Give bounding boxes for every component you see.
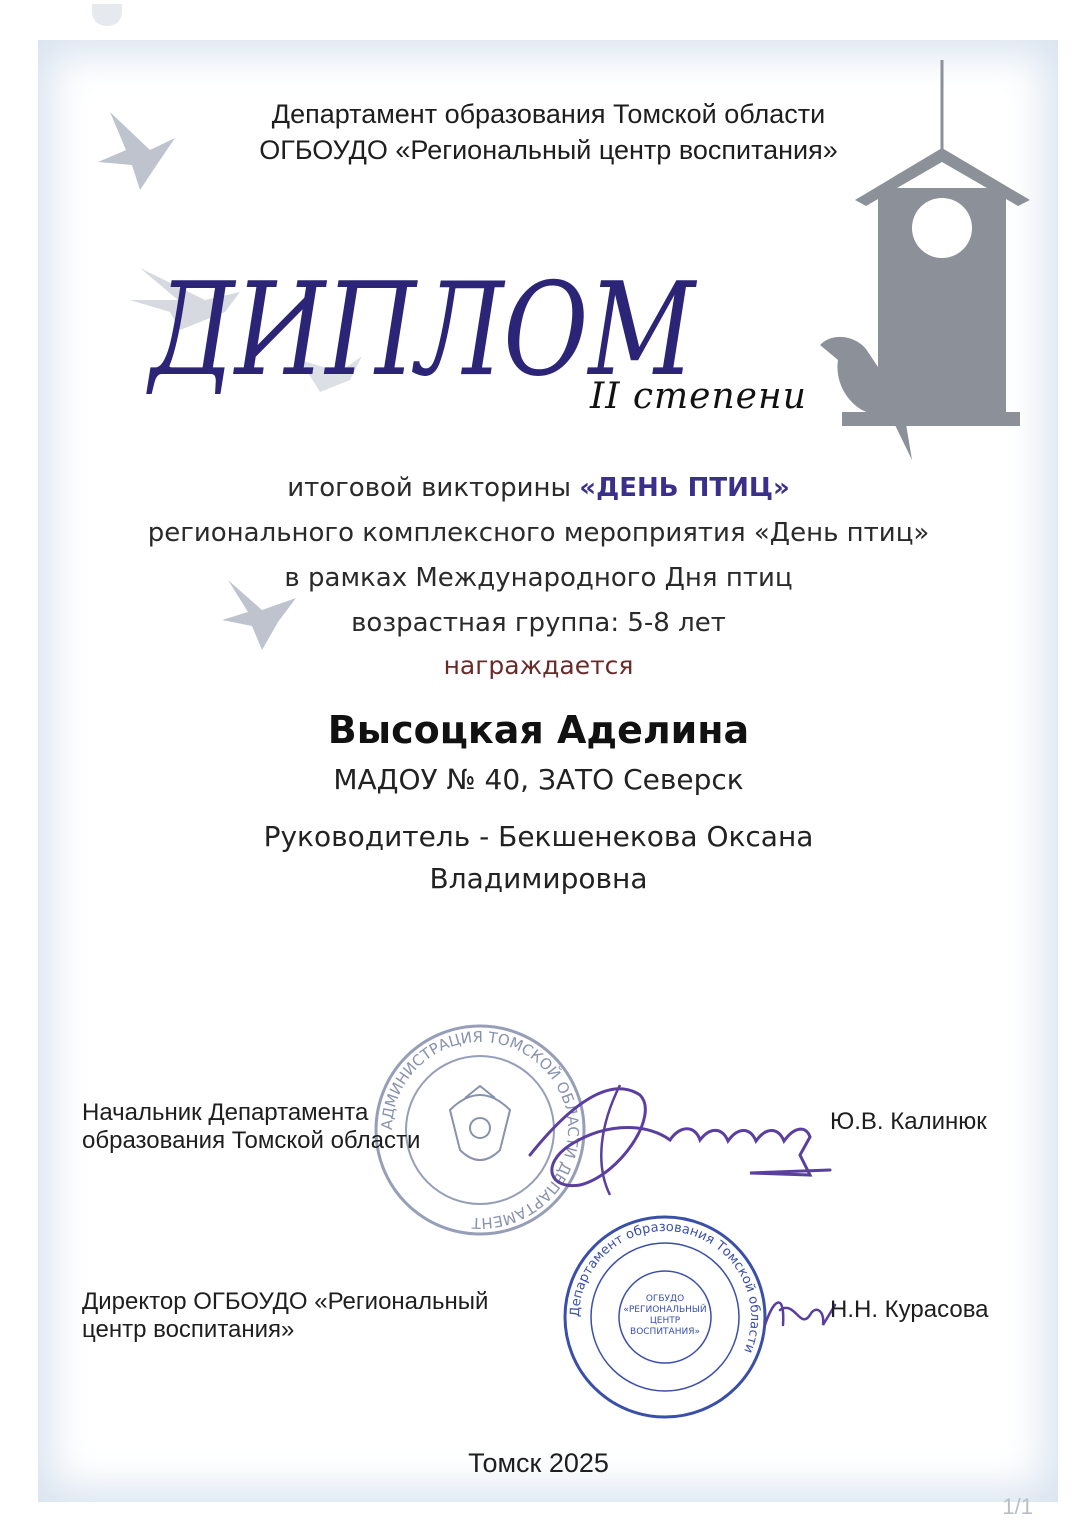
- diploma-title-text: ДИПЛОМ: [145, 262, 698, 402]
- issuer-header: [0, 96, 1077, 168]
- first-signatory-title-line-2: образования Томской области: [82, 1127, 421, 1154]
- center-seal-stamp: [560, 1212, 770, 1422]
- first-signatory-title-line-1: Начальник Департамента: [82, 1099, 369, 1126]
- second-signatory-title-line-1: Директор ОГБОУДО «Региональный: [82, 1288, 489, 1315]
- first-signatory-title: [82, 1099, 420, 1155]
- quiz-name: «ДЕНЬ ПТИЦ»: [579, 473, 790, 503]
- center-seal-inner-text: ОГБУДО «РЕГИОНАЛЬНЫЙ ЦЕНТР ВОСПИТАНИЯ»: [623, 1294, 707, 1337]
- signature-kalinyuk: [510, 1065, 840, 1205]
- coat-of-arms-icon: [450, 1086, 510, 1160]
- quiz-line: [0, 466, 1077, 511]
- issuer-center: ОГБОУДО «Региональный центр воспитания»: [259, 135, 838, 165]
- center-seal-outer-text: Департамент образования Томской области: [567, 1219, 763, 1356]
- issuer-department: Департамент образования Томской области: [271, 99, 826, 129]
- award-description: [0, 466, 1077, 686]
- supervisor-line-2: Владимировна: [429, 862, 648, 895]
- second-signatory-title-line-2: центр воспитания»: [82, 1316, 295, 1343]
- first-signatory-name: Ю.В. Калинюк: [830, 1108, 987, 1135]
- occasion-line: в рамках Международного Дня птиц: [284, 563, 793, 593]
- winner-name: Высоцкая Аделина: [327, 708, 750, 752]
- awarded-label: награждается: [443, 651, 634, 680]
- second-signatory-title: [82, 1288, 488, 1344]
- quiz-prefix: итоговой викторины: [287, 473, 580, 503]
- supervisor-line-1: Руководитель - Бекшенекова Оксана: [263, 820, 814, 853]
- second-signatory-name: Н.Н. Курасова: [830, 1296, 989, 1323]
- city-year: Томск 2025: [468, 1448, 609, 1478]
- winner-block: [0, 702, 1077, 900]
- diploma-degree: II степени: [590, 376, 807, 417]
- page-counter: 1/1: [1002, 1494, 1033, 1519]
- event-line: регионального комплексного мероприятия «День птиц»: [147, 518, 930, 548]
- department-seal-text: АДМИНИСТРАЦИЯ ТОМСКОЙ ОБЛАСТИ ДЕПАРТАМЕНТ: [377, 1027, 583, 1233]
- winner-organization: МАДОУ № 40, ЗАТО Северск: [333, 763, 744, 796]
- age-group-line: возрастная группа: 5-8 лет: [351, 608, 726, 638]
